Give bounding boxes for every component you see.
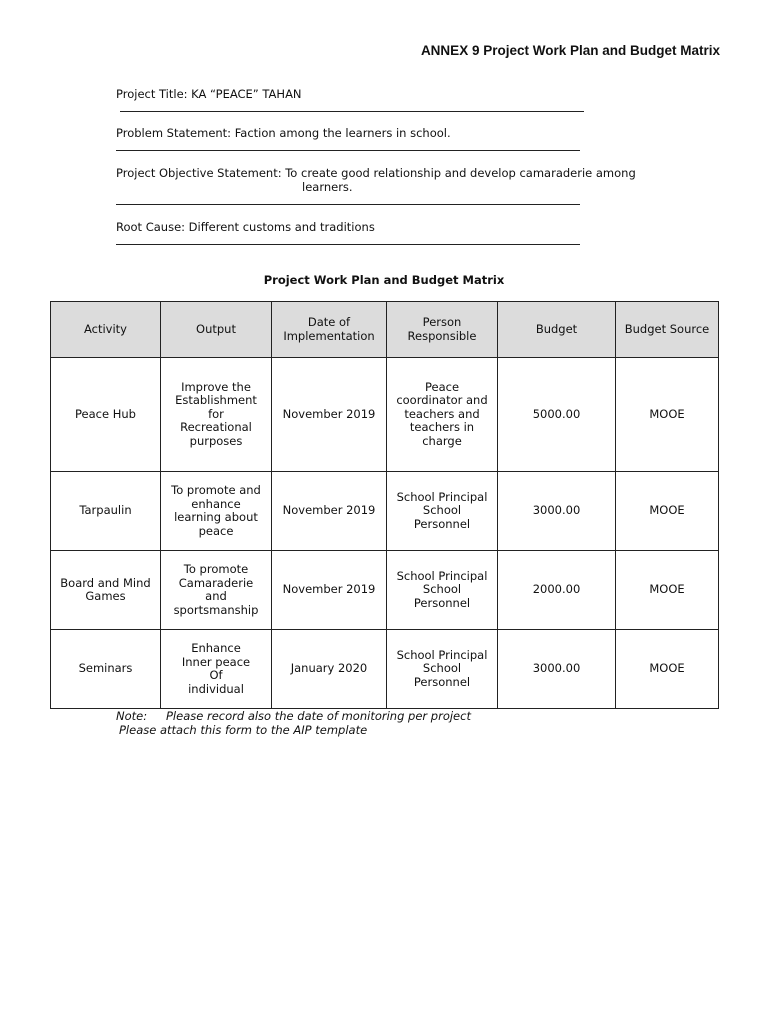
problem-statement: Problem Statement: Faction among the learners in school.	[116, 126, 451, 140]
cell-activity-line: Board and Mind	[60, 575, 151, 590]
cell-person-responsible-line: Personnel	[413, 595, 471, 610]
root-cause-underline	[116, 244, 580, 245]
header-person-line2: Responsible	[407, 328, 477, 343]
table-row	[51, 358, 719, 472]
cell-person-responsible-line: Peace	[424, 379, 460, 394]
note-line2: Please attach this form to the AIP template	[119, 722, 368, 737]
note-line1	[116, 710, 471, 724]
cell-output-line: To promote and	[171, 483, 261, 497]
header-activity: Activity	[51, 302, 161, 358]
header-date-line2: Implementation	[283, 328, 375, 343]
cell-activity	[51, 472, 161, 551]
cell-output	[161, 358, 272, 472]
cell-person-responsible-line: School Principal	[396, 489, 488, 504]
cell-activity-line: Seminars	[78, 661, 133, 676]
cell-person-responsible-line: Personnel	[413, 674, 471, 689]
header-budget-source: Budget Source	[616, 302, 719, 358]
cell-person-responsible-line: teachers in	[409, 420, 475, 435]
cell-person-responsible	[387, 472, 498, 551]
cell-person-responsible-line: coordinator and	[396, 393, 488, 408]
cell-output-line: Inner peace	[181, 654, 251, 669]
cell-budget: 5000.00	[498, 358, 616, 472]
cell-output-line: Recreational	[180, 420, 252, 435]
cell-output-line: learning about	[174, 510, 258, 524]
cell-output-line: sportsmanship	[173, 602, 259, 617]
cell-person-responsible-line: School Principal	[396, 647, 488, 662]
cell-activity-line: Tarpaulin	[79, 503, 132, 518]
cell-budget-source: MOOE	[616, 630, 719, 709]
annex-title: ANNEX 9 Project Work Plan and Budget Matrix	[420, 43, 720, 58]
cell-budget: 3000.00	[498, 630, 616, 709]
project-title-underline	[120, 111, 584, 112]
note	[116, 710, 471, 737]
cell-budget: 3000.00	[498, 472, 616, 551]
table-row	[51, 630, 719, 709]
cell-activity-line: Games	[85, 589, 126, 603]
cell-person-responsible	[387, 551, 498, 630]
header-person-line1: Person	[422, 315, 462, 329]
cell-output-line: To promote	[183, 562, 249, 576]
header-date	[272, 302, 387, 358]
cell-budget-source: MOOE	[616, 358, 719, 472]
table-header-row	[51, 302, 719, 358]
cell-output	[161, 630, 272, 709]
objective-statement-continued: learners.	[302, 180, 353, 194]
note-label: Note:	[116, 709, 148, 723]
header-output: Output	[161, 302, 272, 358]
cell-person-responsible-line: School	[422, 582, 462, 597]
cell-person-responsible-line: charge	[422, 433, 462, 448]
problem-statement-underline	[116, 150, 580, 151]
cell-output	[161, 551, 272, 630]
table-row	[51, 472, 719, 551]
cell-output-line: Enhance	[191, 641, 241, 655]
cell-person-responsible-line: School	[422, 503, 462, 518]
cell-output-line: purposes	[189, 433, 243, 448]
cell-person-responsible	[387, 358, 498, 472]
cell-budget-source: MOOE	[616, 472, 719, 551]
cell-person-responsible-line: School	[422, 661, 462, 676]
header-date-line1: Date of	[307, 315, 351, 329]
objective-statement-underline	[116, 204, 580, 205]
cell-activity-line: Peace Hub	[75, 406, 136, 421]
cell-output-line: individual	[188, 681, 244, 696]
cell-output-line: and	[205, 589, 227, 603]
cell-person-responsible-line: School Principal	[396, 568, 488, 583]
cell-output-line: Camaraderie	[178, 575, 254, 590]
project-title: Project Title: KA “PEACE” TAHAN	[116, 87, 302, 101]
cell-activity	[51, 630, 161, 709]
cell-budget: 2000.00	[498, 551, 616, 630]
header-person	[387, 302, 498, 358]
cell-output-line: peace	[198, 523, 234, 538]
root-cause: Root Cause: Different customs and traditions	[116, 220, 375, 234]
cell-date: November 2019	[272, 551, 387, 630]
cell-date: January 2020	[272, 630, 387, 709]
table-title: Project Work Plan and Budget Matrix	[263, 273, 505, 287]
cell-date: November 2019	[272, 358, 387, 472]
cell-budget-source: MOOE	[616, 551, 719, 630]
cell-person-responsible-line: Personnel	[413, 516, 471, 531]
work-plan-table	[50, 301, 719, 709]
cell-output-line: for	[208, 406, 224, 421]
cell-person-responsible-line: teachers and	[404, 406, 480, 421]
cell-output-line: Establishment	[175, 393, 257, 408]
cell-person-responsible	[387, 630, 498, 709]
objective-statement: Project Objective Statement: To create good relationship and develop camaraderie among	[116, 166, 636, 180]
cell-output-line: Of	[209, 668, 223, 682]
cell-activity	[51, 551, 161, 630]
cell-activity	[51, 358, 161, 472]
cell-date: November 2019	[272, 472, 387, 551]
table-row	[51, 551, 719, 630]
note-text1: Please record also the date of monitoring per project	[166, 709, 471, 723]
cell-output-line: Improve the	[181, 379, 251, 394]
cell-output-line: enhance	[191, 496, 241, 511]
header-budget: Budget	[498, 302, 616, 358]
cell-output	[161, 472, 272, 551]
